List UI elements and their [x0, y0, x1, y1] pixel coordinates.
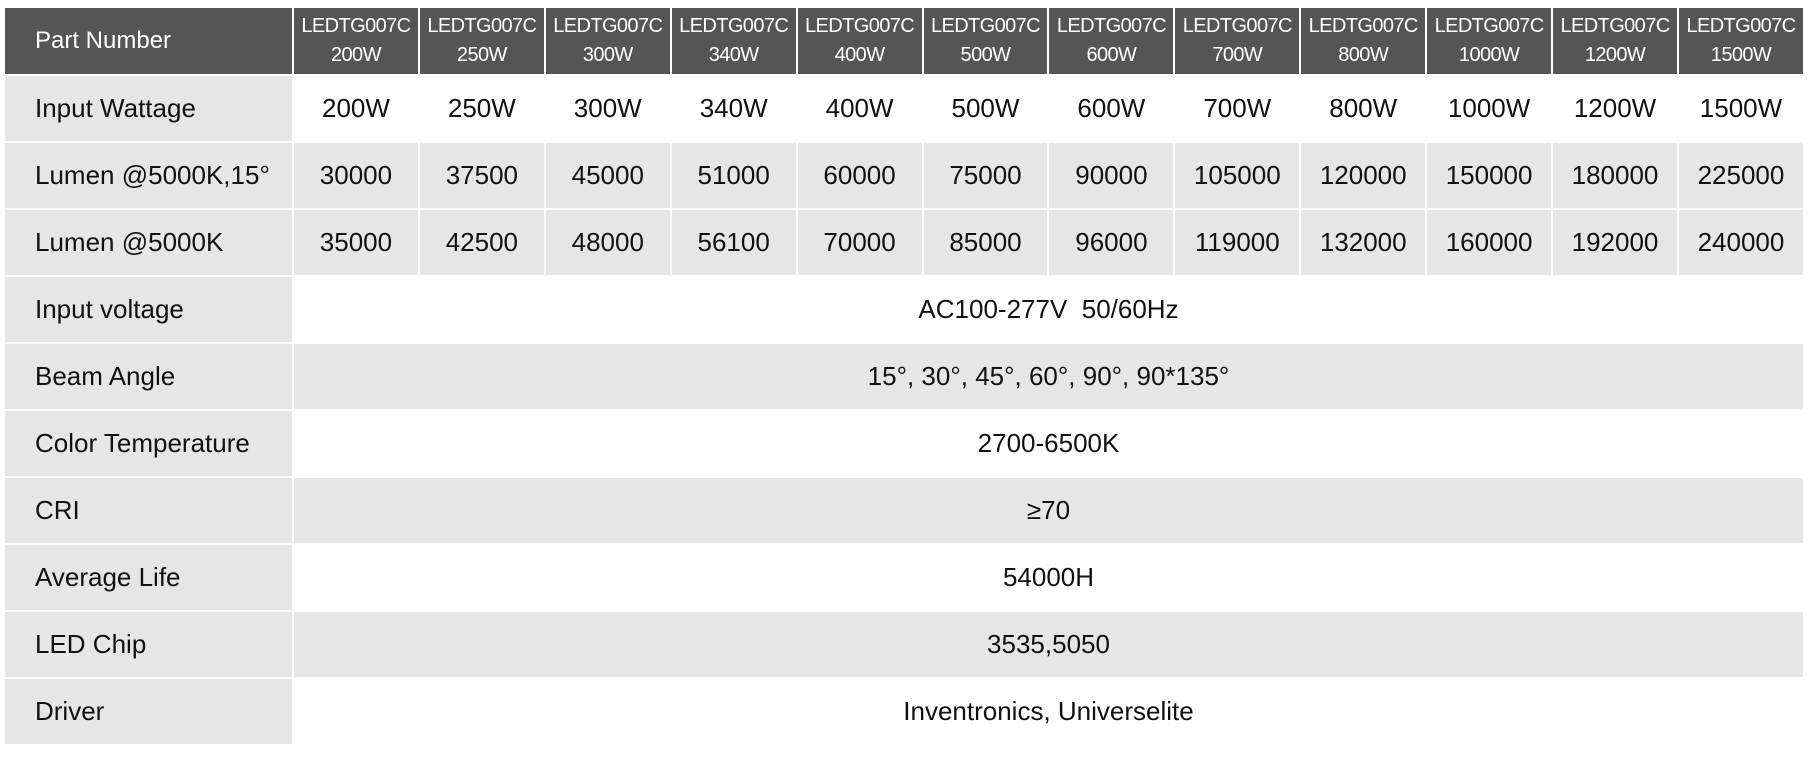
table-cell: 51000: [672, 143, 796, 208]
table-cell: 2700-6500K: [294, 411, 1803, 476]
table-row-beam-angle: [5, 344, 1803, 409]
model-header: LEDTG007C 400W: [798, 8, 922, 74]
table-cell: 160000: [1427, 210, 1551, 275]
model-header: LEDTG007C 1200W: [1553, 8, 1677, 74]
table-cell: 75000: [924, 143, 1048, 208]
table-row-input-wattage: [5, 76, 1803, 141]
model-header: LEDTG007C 700W: [1175, 8, 1299, 74]
table-cell: 3535,5050: [294, 612, 1803, 677]
table-cell: 192000: [1553, 210, 1677, 275]
table-cell: 150000: [1427, 143, 1551, 208]
table-cell: 96000: [1049, 210, 1173, 275]
table-cell: 15°, 30°, 45°, 60°, 90°, 90*135°: [294, 344, 1803, 409]
row-label: Lumen @5000K,15°: [5, 143, 292, 208]
model-header: LEDTG007C 1000W: [1427, 8, 1551, 74]
model-header: LEDTG007C 500W: [924, 8, 1048, 74]
row-label: Input voltage: [5, 277, 292, 342]
table-row-lumen-15: [5, 143, 1803, 208]
row-label: Average Life: [5, 545, 292, 610]
model-header: LEDTG007C 600W: [1049, 8, 1173, 74]
row-label: LED Chip: [5, 612, 292, 677]
table-cell: 200W: [294, 76, 418, 141]
table-cell: 120000: [1301, 143, 1425, 208]
table-cell: 180000: [1553, 143, 1677, 208]
table-row-lumen: [5, 210, 1803, 275]
table-cell: 240000: [1679, 210, 1803, 275]
table-cell: 35000: [294, 210, 418, 275]
table-cell: AC100-277V 50/60Hz: [294, 277, 1803, 342]
table-cell: 600W: [1049, 76, 1173, 141]
model-header: LEDTG007C 800W: [1301, 8, 1425, 74]
table-cell: 500W: [924, 76, 1048, 141]
table-cell: 54000H: [294, 545, 1803, 610]
table-row-driver: [5, 679, 1803, 744]
table-cell: 60000: [798, 143, 922, 208]
table-cell: Inventronics, Universelite: [294, 679, 1803, 744]
table-cell: 400W: [798, 76, 922, 141]
table-cell: 42500: [420, 210, 544, 275]
table-cell: 56100: [672, 210, 796, 275]
table-row-led-chip: [5, 612, 1803, 677]
table-cell: 37500: [420, 143, 544, 208]
row-label: Lumen @5000K: [5, 210, 292, 275]
table-row-cri: [5, 478, 1803, 543]
table-cell: 700W: [1175, 76, 1299, 141]
table-cell: 90000: [1049, 143, 1173, 208]
table-cell: 105000: [1175, 143, 1299, 208]
part-number-header: Part Number: [5, 8, 292, 74]
table-row-input-voltage: [5, 277, 1803, 342]
table-row-color-temperature: [5, 411, 1803, 476]
table-cell: 45000: [546, 143, 670, 208]
model-header: LEDTG007C 1500W: [1679, 8, 1803, 74]
row-label: Color Temperature: [5, 411, 292, 476]
row-label: Beam Angle: [5, 344, 292, 409]
row-label: Driver: [5, 679, 292, 744]
table-cell: 800W: [1301, 76, 1425, 141]
table-cell: 85000: [924, 210, 1048, 275]
table-cell: ≥70: [294, 478, 1803, 543]
table-cell: 250W: [420, 76, 544, 141]
table-cell: 132000: [1301, 210, 1425, 275]
table-cell: 340W: [672, 76, 796, 141]
model-header: LEDTG007C 200W: [294, 8, 418, 74]
table-cell: 30000: [294, 143, 418, 208]
model-header: LEDTG007C 250W: [420, 8, 544, 74]
table-cell: 1000W: [1427, 76, 1551, 141]
table-cell: 48000: [546, 210, 670, 275]
table-cell: 1200W: [1553, 76, 1677, 141]
table-cell: 225000: [1679, 143, 1803, 208]
row-label: CRI: [5, 478, 292, 543]
spec-table: [3, 6, 1805, 746]
table-cell: 119000: [1175, 210, 1299, 275]
table-cell: 1500W: [1679, 76, 1803, 141]
table-cell: 70000: [798, 210, 922, 275]
table-row-average-life: [5, 545, 1803, 610]
model-header: LEDTG007C 340W: [672, 8, 796, 74]
header-row: [5, 8, 1803, 74]
table-cell: 300W: [546, 76, 670, 141]
model-header: LEDTG007C 300W: [546, 8, 670, 74]
row-label: Input Wattage: [5, 76, 292, 141]
